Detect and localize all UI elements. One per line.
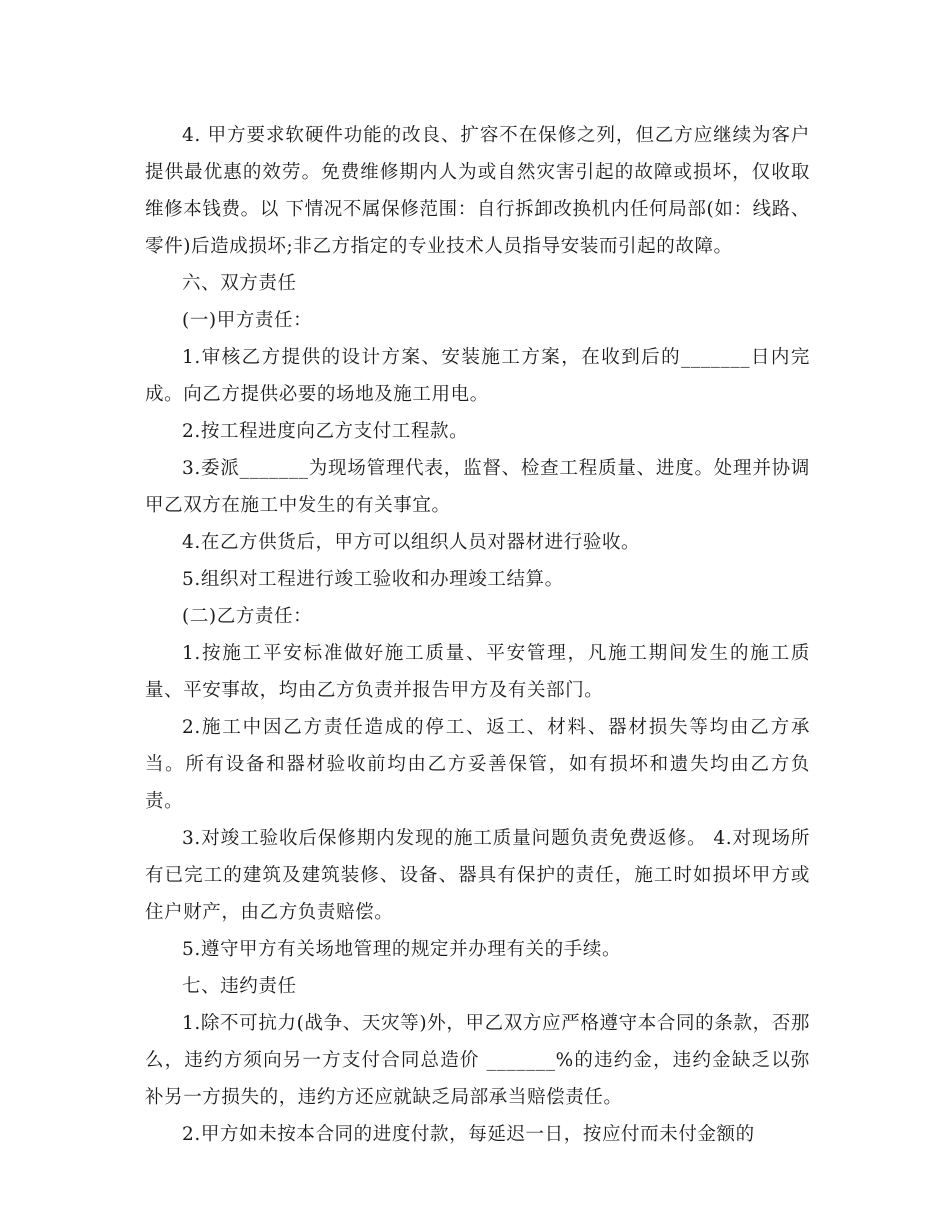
paragraph-breach-item-2: 2.甲方如未按本合同的进度付款，每延迟一日，按应付而未付金额的 — [182, 1124, 755, 1145]
paragraph-party-b-item-5: 5.遵守甲方有关场地管理的规定并办理有关的手续。 — [182, 939, 622, 960]
paragraph-party-a-item-2: 2.按工程进度向乙方支付工程款。 — [182, 421, 469, 442]
paragraph-party-b-item-1: 1.按施工平安标准做好施工质量、平安管理，凡施工期间发生的施工质量、平安事故，均由乙方负责并报告甲方及有关部门。 — [145, 643, 810, 701]
subsection-heading-party-a: (一)甲方责任： — [182, 310, 313, 331]
paragraph-party-a-item-4: 4.在乙方供货后，甲方可以组织人员对器材进行验收。 — [182, 532, 641, 553]
paragraph-party-a-item-5: 5.组织对工程进行竣工验收和办理竣工结算。 — [182, 569, 564, 590]
paragraph-breach-item-1: 1.除不可抗力(战争、天灾等)外，甲乙双方应严格遵守本合同的条款，否那么，违约方须向另一方支付合同总造价 _______%的违约金，违约金缺乏以弥补另一方损失的，违约方还应就缺乏局部承当赔偿责任。 — [145, 1013, 810, 1108]
paragraph-party-a-item-1: 1.审核乙方提供的设计方案、安装施工方案，在收到后的_______日内完成。向乙方提供必要的场地及施工用电。 — [145, 347, 810, 405]
section-heading-breach-liability: 七、违约责任 — [182, 976, 297, 997]
section-heading-mutual-responsibilities: 六、双方责任 — [182, 273, 297, 294]
paragraph-party-b-item-3-4: 3.对竣工验收后保修期内发现的施工质量问题负责免费返修。 4.对现场所有已完工的建筑及建筑装修、设备、器具有保护的责任，施工时如损坏甲方或住户财产，由乙方负责赔偿。 — [145, 828, 810, 923]
subsection-heading-party-b: (二)乙方责任： — [182, 606, 313, 627]
paragraph-party-b-item-2: 2.施工中因乙方责任造成的停工、返工、材料、器材损失等均由乙方承当。所有设备和器材验收前均由乙方妥善保管，如有损坏和遗失均由乙方负责。 — [145, 717, 810, 812]
document-body — [145, 117, 810, 1153]
paragraph-warranty-exclusions: 4. 甲方要求软硬件功能的改良、扩容不在保修之列，但乙方应继续为客户提供最优惠的效劳。免费维修期内人为或自然灾害引起的故障或损坏，仅收取维修本钱费。以 下情况不属保修范围：自行拆卸改换机内任何局部(如：线路、零件)后造成损坏;非乙方指定的专业技术人员指导安装而引起的故障。 — [145, 125, 810, 257]
paragraph-party-a-item-3: 3.委派_______为现场管理代表，监督、检查工程质量、进度。处理并协调甲乙双方在施工中发生的有关事宜。 — [145, 458, 810, 516]
